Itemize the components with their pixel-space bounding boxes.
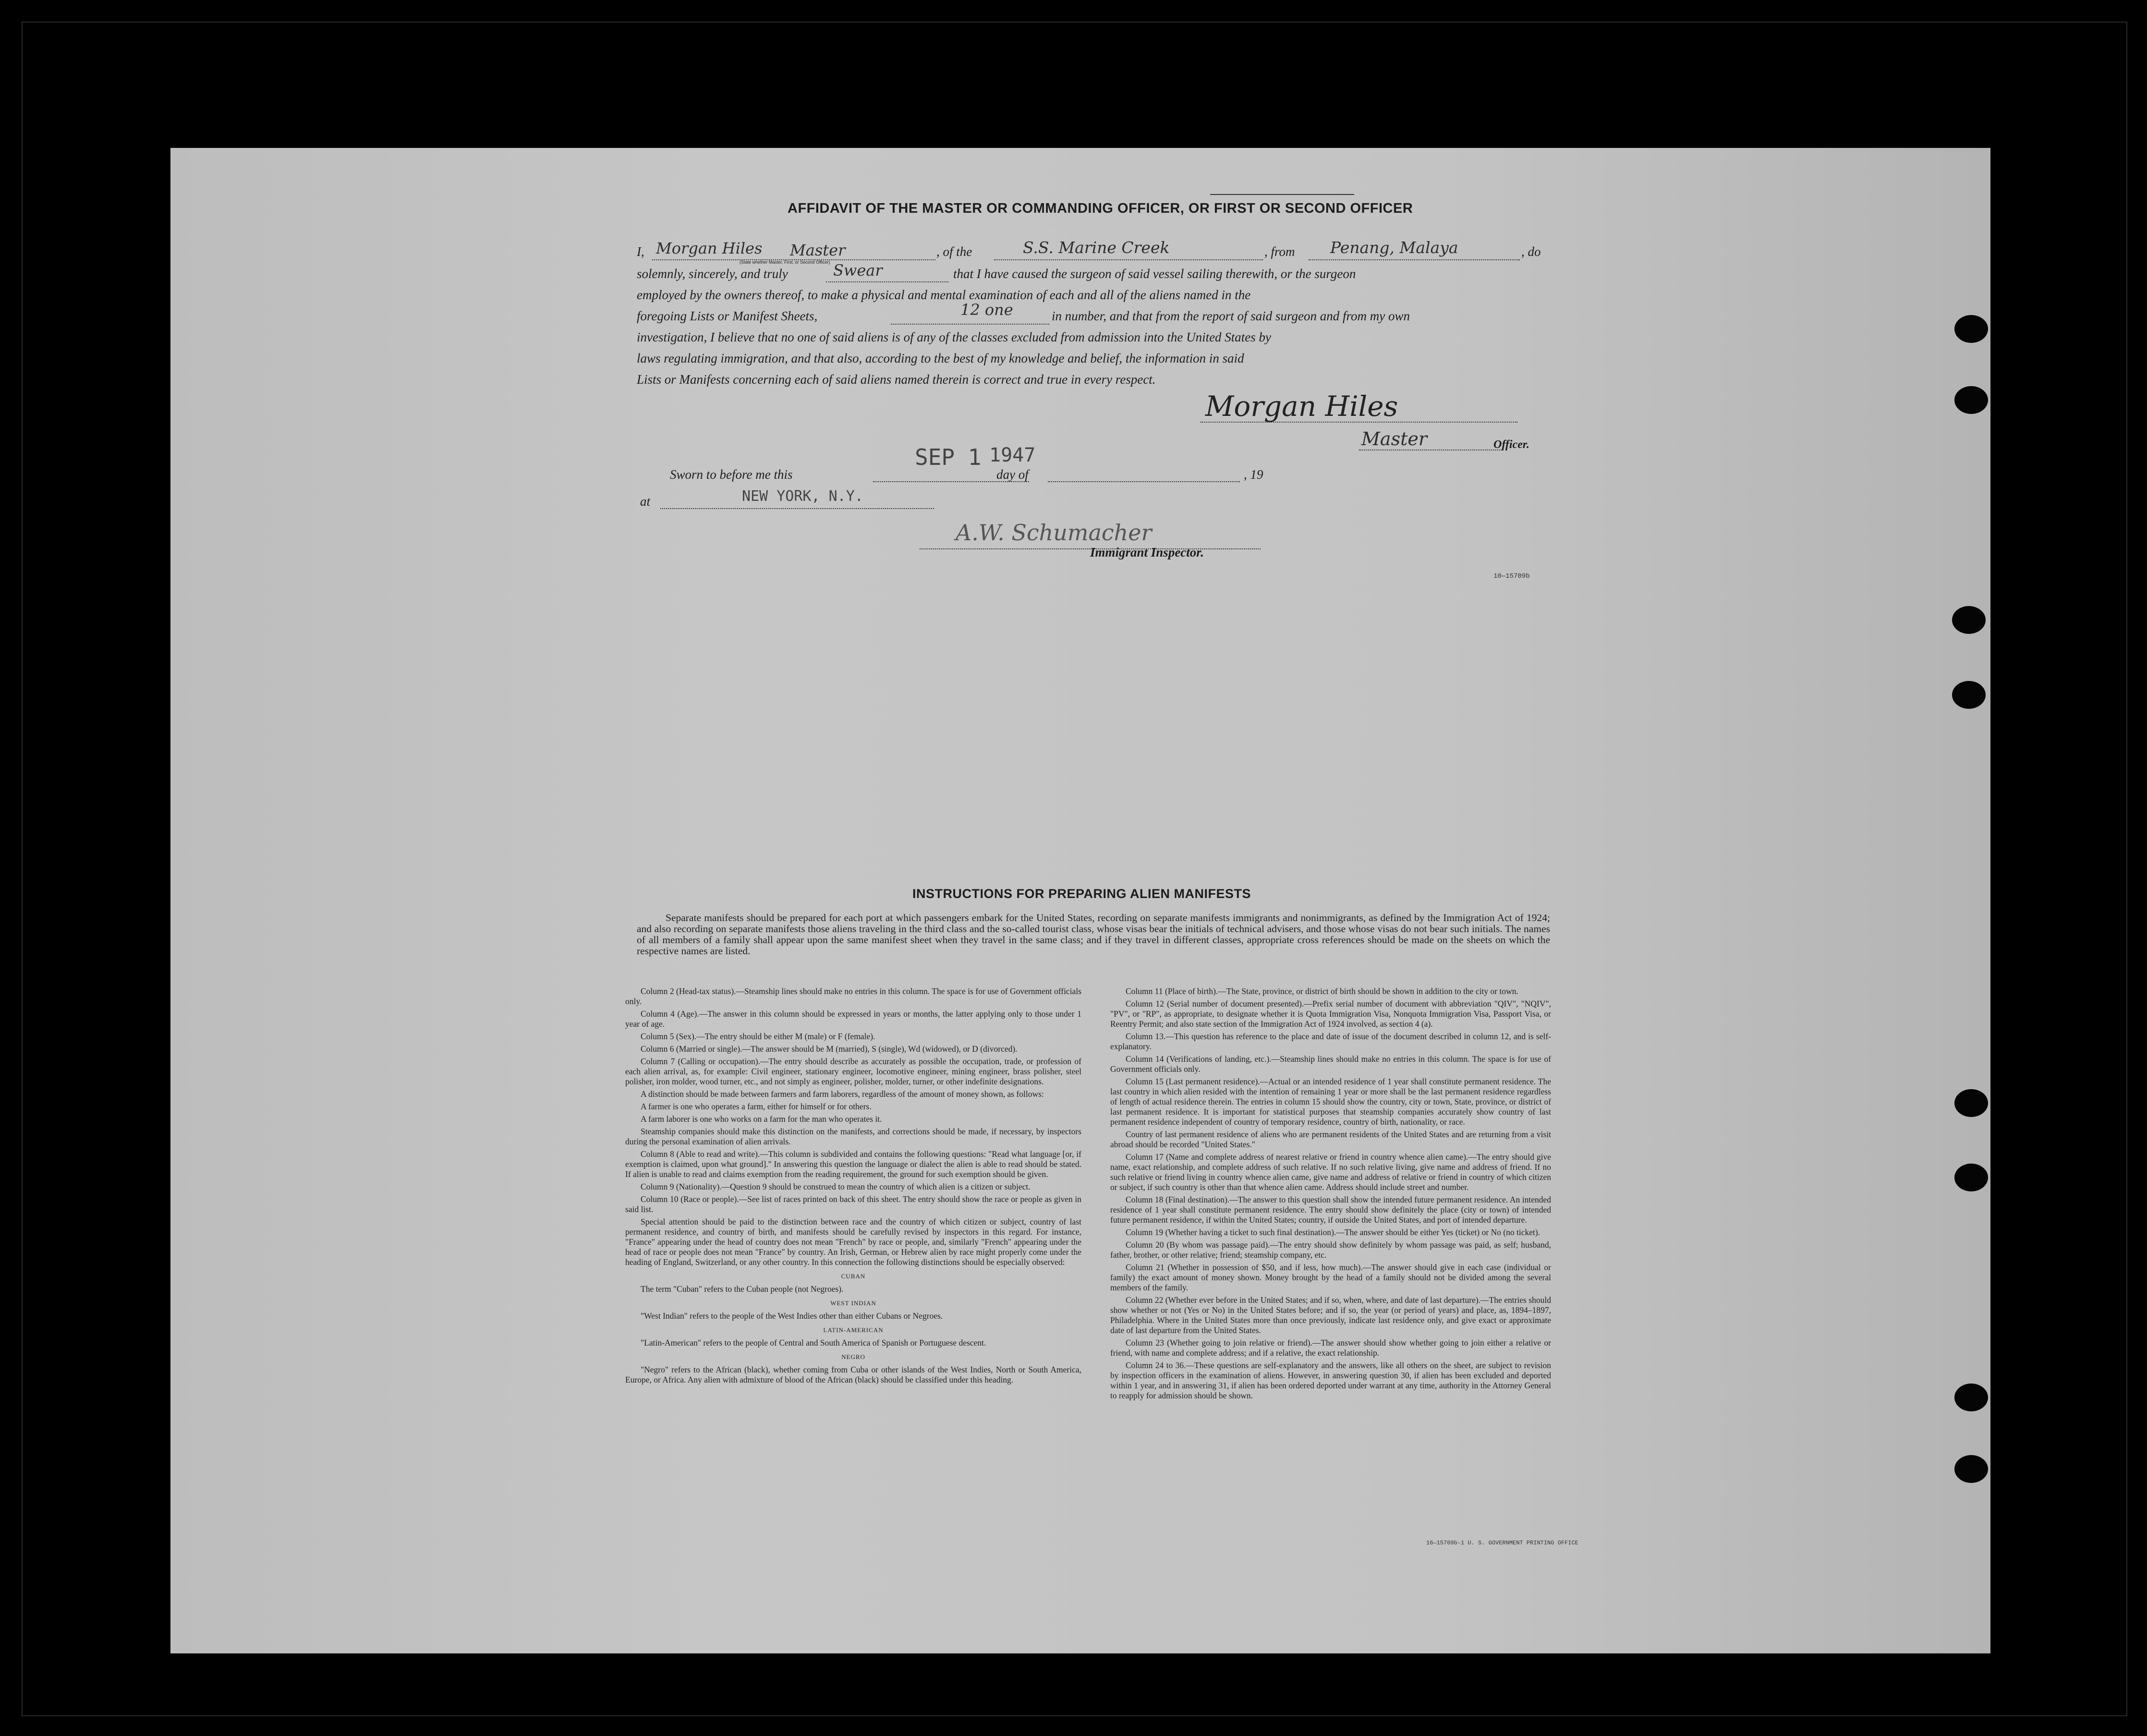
instruction-paragraph: Column 12 (Serial number of document presented).—Prefix serial number of document with abbreviation "QIV", "NQIV", "PV", or "RP", as appropriate, to designate whether it is Quota Immigration Visa, Nonquota Immigration Visa, Passport Visa, or Reentry Permit; and also state section of the Immigration Act of 1924 involved, as section 4 (a). [1110,999,1551,1029]
latin-american-heading: LATIN-AMERICAN [823,1326,884,1334]
affidavit-line-4-post: in number, and that from the report of said surgeon and from my own [1052,309,1410,323]
negro-text: "Negro" refers to the African (black), whether coming from Cuba or other islands of the West Indies, North or South America, Europe, or Africa. Any alien with admixture of blood of the African (black) should be classified under this heading. [625,1365,1081,1384]
form-code: 10—15709b [1493,572,1530,580]
punch-hole [1954,1384,1988,1411]
west-indian-heading: WEST INDIAN [830,1299,876,1307]
instruction-paragraph: Column 13.—This question has reference to the place and date of issue of the document described in column 12, and is self-explanatory. [1110,1032,1551,1051]
port-handwriting: Penang, Malaya [1330,238,1458,257]
affidavit-line-3: employed by the owners thereof, to make a physical and mental examination of each and all of the aliens named in the [637,288,1251,302]
cuban-heading: CUBAN [841,1273,866,1280]
swear-handwriting: Swear [833,261,883,279]
officer-line [1359,449,1503,450]
instruction-paragraph: Column 24 to 36.—These questions are self-explanatory and the answers, like all others on the sheet, are subject to revision by inspection officers in the examination of aliens. However, in answering question 30, if alien has been excluded and deported within 1 year, and in answering 31, if alien has been ordered deported under warrant at any time, authority in the Attorney General to reapply for admission should be shown. [1110,1360,1551,1400]
punch-hole [1954,315,1988,343]
affidavit-line-6: laws regulating immigration, and that also, according to the best of my knowledge and belief, the information in said [637,351,1244,365]
latin-american-text: "Latin-American" refers to the people of Central and South America of Spanish or Portuguese descent. [641,1338,986,1348]
instruction-paragraph: Column 10 (Race or people).—See list of races printed on back of this sheet. The entry should show the race or people as given in said list. [625,1194,1081,1214]
affidavit-line-7: Lists or Manifests concerning each of said aliens named therein is correct and true in every respect. [637,372,1156,387]
officer-name-handwriting: Morgan Hiles [656,239,763,257]
instruction-paragraph: Column 8 (Able to read and write).—This column is subdivided and contains the following questions: "Read what language [or, if exemption is claimed, upon what ground]." In answering this question the language or dialect the alien is able to read should be stated. If alien is unable to read and claims exemption from the reading requirement, the ground for such exemption should be given. [625,1149,1081,1179]
cuban-text: The term "Cuban" refers to the Cuban people (not Negroes). [641,1284,844,1294]
title-rule [1210,194,1354,195]
port-blank [1309,259,1520,260]
place-blank [660,508,934,509]
instruction-paragraph: Column 6 (Married or single).—The answer should be M (married), S (single), Wd (widowed), or D (divorced). [641,1044,1018,1054]
rank-caption: (State whether Master, First, or Second Officer) [740,260,830,265]
swear-blank [826,281,948,282]
instruction-paragraph: Column 14 (Verifications of landing, etc.).—Steamship lines should make no entries in this column. The space is for use of Government officials only. [1110,1054,1551,1074]
instruction-paragraph: Column 11 (Place of birth).—The State, province, or district of birth should be shown in addition to the city or town. [1126,986,1518,996]
punch-hole [1954,386,1988,414]
of-the-text: , of the [936,244,972,259]
date-stamp: SEP 1 [915,444,982,470]
instruction-paragraph: Special attention should be paid to the distinction between race and the country of which citizen or subject, country of last permanent residence, and country of birth, and manifests should be carefully revised by inspectors in this regard. For instance, "France" appearing under the head of country does not mean "French" by race or people, and, similarly "French" appearing under the head of race or people does not mean "France" by country. An Irish, German, or Hebrew alien by race might properly come under the heading of England, Switzerland, or any other country. In this connection the following distinctions should be especially observed: [625,1217,1081,1267]
at-label: at [640,494,651,509]
instruction-paragraph: Column 23 (Whether going to join relative or friend).—The answer should show whether going to join either a relative or friend, with name and complete address; and if a relative, the exact relationship. [1110,1338,1551,1358]
sheets-blank [891,324,1049,325]
instruction-paragraph: A farmer is one who operates a farm, either for himself or for others. [641,1102,872,1111]
month-blank [1048,481,1240,482]
year-stamp: 1947 [989,444,1036,466]
sworn-pre: Sworn to before me this [670,467,793,482]
punch-hole [1954,1164,1988,1191]
affidavit-title: AFFIDAVIT OF THE MASTER OR COMMANDING OFFICER, OR FIRST OR SECOND OFFICER [788,201,1413,216]
instructions-left-column [625,986,1081,1387]
sheets-handwriting: 12 one [960,301,1013,319]
instruction-paragraph: A farm laborer is one who works on a farm for the man who operates it. [641,1114,882,1124]
instructions-intro: Separate manifests should be prepared for each port at which passengers embark for the United States, recording on separate manifests immigrants and nonimmigrants, as defined by the Immigration Act of 1924; and also recording on separate manifests those aliens traveling in the third class and the so-called tourist class, whose visas bear the initials of technical advisers, and those whose visas do not bear such initials. The names of all members of a family shall appear upon the same manifest sheet when they travel in the same class; and if they travel in different classes, appropriate cross references should be made on the sheets on which the respective names are listed. [637,912,1550,957]
affidavit-line-5: investigation, I believe that no one of said aliens is of any of the classes excluded from admission into the United States by [637,330,1272,344]
instruction-paragraph: Column 9 (Nationality).—Question 9 should be construed to mean the country of which alien is a citizen or subject. [641,1182,1031,1191]
from-text: , from [1264,244,1295,259]
rank-handwriting: Master [790,241,846,259]
instruction-paragraph: Column 19 (Whether having a ticket to such final destination).—The answer should be either Yes (ticket) or No (no ticket). [1126,1227,1541,1237]
vessel-blank [994,259,1263,260]
printer-note: 16—15709b-1 U. S. GOVERNMENT PRINTING OFFICE [1426,1540,1578,1546]
instruction-paragraph: Column 5 (Sex).—The entry should be either M (male) or F (female). [641,1032,875,1041]
instruction-paragraph: Column 15 (Last permanent residence).—Actual or an intended residence of 1 year shall constitute permanent residence. The last country in which alien resided with the intention of remaining 1 year or more shall be the last permanent residence regardless of length of actual residence therein. The entries in column 15 should show the country, city or town, State, province, or district of last permanent residence. It is important for statistical purposes that steamship companies accurately show country of last permanent residence independent of country of temporary residence, country of birth, nationality, or race. [1110,1077,1551,1127]
instruction-paragraph: Column 20 (By whom was passage paid).—The entry should show definitely by whom passage was paid, as self; husband, father, brother, or other relative; friend; steamship company, etc. [1110,1240,1551,1260]
line2-post: that I have caused the surgeon of said vessel sailing therewith, or the surgeon [953,267,1356,281]
instruction-paragraph: A distinction should be made between farmers and farm laborers, regardless of the amount of money shown, as follows: [641,1089,1044,1099]
officer-label: Officer. [1493,438,1529,451]
instructions-title: INSTRUCTIONS FOR PREPARING ALIEN MANIFESTS [912,886,1251,901]
instruction-paragraph: Column 21 (Whether in possession of $50, and if less, how much).—The answer should give in each case (individual or family) the exact amount of money shown. Money brought by the head of a family should not be divided among the several members of the family. [1110,1263,1551,1292]
signature-handwriting: Morgan Hiles [1205,390,1398,423]
affidavit-line-2 [637,263,788,284]
west-indian-text: "West Indian" refers to the people of the West Indies other than either Cubans or Negroes. [641,1311,943,1321]
punch-hole [1954,1089,1988,1117]
do-text: , do [1521,244,1541,259]
vessel-handwriting: S.S. Marine Creek [1023,238,1170,257]
instruction-paragraph: Column 7 (Calling or occupation).—The entry should describe as accurately as possible the occupation, trade, or profession of each alien arrival, as, for example: Civil engineer, stationary engineer, locomotive engineer, mining engineer, brass polisher, steel polisher, iron molder, wood turner, etc., and not simply as engineer, polisher, molder, turner, or other indefinite designations. [625,1056,1081,1086]
instruction-paragraph: Steamship companies should make this distinction on the manifests, and corrections should be made, if necessary, by inspectors during the personal examination of alien arrivals. [625,1127,1081,1146]
pronoun: I, [637,244,644,259]
punch-hole [1952,681,1986,709]
place-stamp: NEW YORK, N.Y. [742,488,863,505]
nineteen-text: , 19 [1244,467,1263,482]
signature-rank-handwriting: Master [1361,428,1427,449]
punch-hole [1954,1455,1988,1483]
instructions-right-column [1110,986,1551,1403]
inspector-label: Immigrant Inspector. [1090,545,1204,559]
line2-pre: solemnly, sincerely, and truly [637,267,788,281]
day-of-text: day of [996,467,1029,482]
instruction-paragraph: Column 17 (Name and complete address of nearest relative or friend in country whence alien came).—The entry should give name, exact relationship, and complete address of such relative. If no such relative living, give name and address of friend. If no such relative or friend living in country whence alien came, give name and address of relative or friend in country of which citizen or subject, if such country is other than that whence alien came. Address should include street and number. [1110,1152,1551,1192]
instruction-paragraph: Column 4 (Age).—The answer in this column should be expressed in years or months, the latter applying only to those under 1 year of age. [625,1009,1081,1029]
instruction-paragraph: Column 22 (Whether ever before in the United States; and if so, when, where, and date of last departure).—The entries should show whether or not (Yes or No) in the United States before; and if so, the year (or period of years) and place, as, 1894–1897, Philadelphia. Where in the United States more than once previously, indicate last residence only, and give exact or approximate date of last departure from the United States. [1110,1295,1551,1335]
instruction-paragraph: Column 18 (Final destination).—The answer to this question shall show the intended future permanent residence. An intended residence of 1 year shall constitute permanent residence. The entry should show definitely the place (city or town) of intended future permanent residence, if within the United States; country, if outside the United States, and port of intended departure. [1110,1195,1551,1225]
inspector-handwriting: A.W. Schumacher [956,520,1152,546]
instruction-paragraph: Country of last permanent residence of aliens who are permanent residents of the United States and are returning from a visit abroad should be recorded "United States." [1110,1129,1551,1149]
affidavit-line-4-pre: foregoing Lists or Manifest Sheets, [637,309,818,323]
instruction-paragraph: Column 2 (Head-tax status).—Steamship lines should make no entries in this column. The space is for use of Government officials only. [625,986,1081,1006]
negro-heading: NEGRO [841,1353,865,1360]
punch-hole [1952,606,1986,634]
